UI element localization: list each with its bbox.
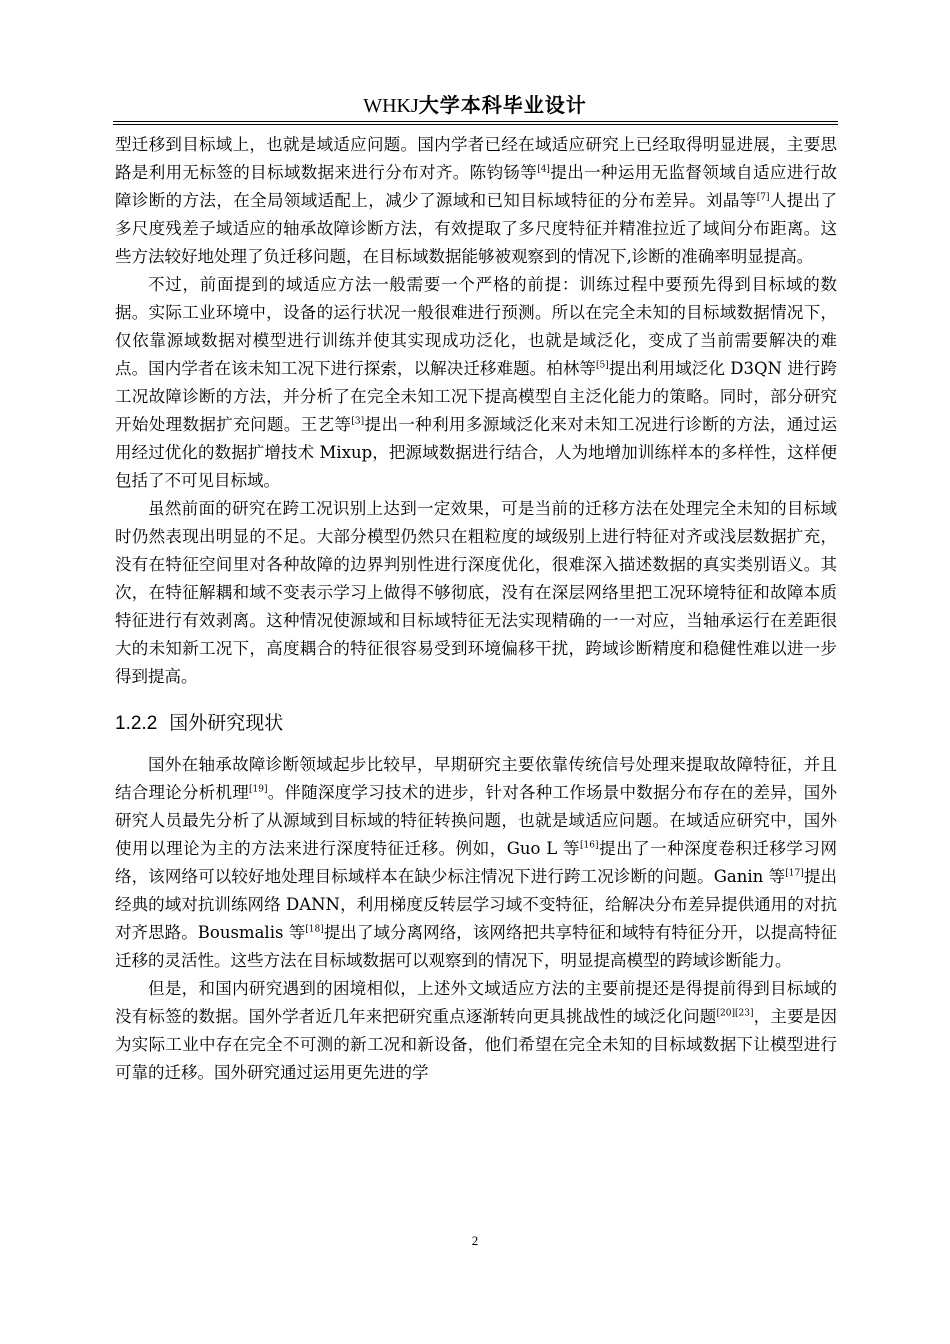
header-title-latin: WHKJ xyxy=(363,95,419,117)
document-body xyxy=(115,131,837,1087)
paragraph-text: 提出一种运用无监督领域自适应进行故障诊断的方法，在全局领域适配上，减少了源域和已知目标域特征的分布差异。刘晶等 xyxy=(115,163,838,210)
citation-ref: [7] xyxy=(756,192,770,203)
page-header xyxy=(0,92,950,119)
citation-ref: [18] xyxy=(305,924,324,935)
section-number: 1.2.2 xyxy=(115,713,158,734)
paragraph xyxy=(115,975,837,1087)
paragraph-text: 提出经典的域对抗训练网络 DANN，利用梯度反转层学习域不变特征，给解决分布差异提供通用的对抗对齐思路。Bousmalis 等 xyxy=(115,867,838,942)
paragraph-text: 型迁移到目标域上，也就是域适应问题。国内学者已经在域适应研究上已经取得明显进展，主要思路是利用无标签的目标域数据来进行分布对齐。陈钧钖等 xyxy=(115,135,837,182)
paragraph-text: 。伴随深度学习技术的进步，针对各种工作场景中数据分布存在的差异，国外研究人员最先分析了从源域到目标域的特征转换问题，也就是域适应问题。在域适应研究中，国外使用以理论为主的方法来进行深度特征迁移。例如，Guo L 等 xyxy=(115,783,838,858)
paragraph-text: 提出一种利用多源域泛化来对未知工况进行诊断的方法，通过运用经过优化的数据扩增技术 Mixup，把源域数据进行结合，人为地增加训练样本的多样性，这样便包括了不可见目标域。 xyxy=(115,415,838,490)
citation-ref: [17] xyxy=(785,868,804,879)
citation-ref: [5] xyxy=(596,360,609,371)
header-title-cn: 大学本科毕业设计 xyxy=(418,93,587,117)
paragraph-text: 提出利用域泛化 D3QN 进行跨工况故障诊断的方法，并分析了在完全未知工况下提高模型自主泛化能力的策略。同时，部分研究开始处理数据扩充问题。王艺等 xyxy=(115,359,838,434)
paragraph-text: 提出了域分离网络，该网络把共享特征和域特有特征分开，以提高特征迁移的灵活性。这些方法在目标域数据可以观察到的情况下，明显提高模型的跨域诊断能力。 xyxy=(115,923,838,970)
citation-ref: [19] xyxy=(249,784,268,795)
citation-ref: [3] xyxy=(351,416,365,427)
section-heading xyxy=(115,706,837,741)
paragraph xyxy=(115,495,837,691)
paragraph xyxy=(115,131,837,271)
citation-ref: [16] xyxy=(580,840,599,851)
paragraph-text: 人提出了多尺度残差子域适应的轴承故障诊断方法，有效提取了多尺度特征并精准拉近了域间分布距离。这些方法较好地处理了负迁移问题，在目标域数据能够被观察到的情况下,诊断的准确率明显提高。 xyxy=(115,191,838,266)
citation-ref: [4] xyxy=(537,164,550,175)
paragraph-text: 国外在轴承故障诊断领域起步比较早，早期研究主要依靠传统信号处理来提取故障特征，并且结合理论分析机理 xyxy=(115,755,837,802)
paragraph-text: 不过，前面提到的域适应方法一般需要一个严格的前提：训练过程中要预先得到目标域的数据。实际工业环境中，设备的运行状况一般很难进行预测。所以在完全未知的目标域数据情况下，仅依靠源域数据对模型进行训练并使其实现成功泛化，也就是域泛化，变成了当前需要解决的难点。国内学者在该未知工况下进行探索，以解决迁移难题。柏林等 xyxy=(115,275,837,378)
paragraph-text: ，主要是因为实际工业中存在完全不可测的新工况和新设备，他们希望在完全未知的目标域数据下让模型进行可靠的迁移。国外研究通过运用更先进的学 xyxy=(115,1007,838,1082)
header-rule-bottom xyxy=(113,124,838,125)
paragraph-text: 但是，和国内研究遇到的困境相似，上述外文域适应方法的主要前提还是得提前得到目标域的没有标签的数据。国外学者近几年来把研究重点逐渐转向更具挑战性的域泛化问题 xyxy=(115,979,837,1026)
citation-ref: [20][23] xyxy=(716,1008,754,1019)
paragraph xyxy=(115,751,837,975)
header-rule-top xyxy=(113,121,838,122)
page-number: 2 xyxy=(471,1233,479,1248)
paragraph xyxy=(115,271,837,495)
section-title: 国外研究现状 xyxy=(169,712,284,734)
paragraph-text: 提出了一种深度卷积迁移学习网络，该网络可以较好地处理目标域样本在缺少标注情况下进行跨工况诊断的问题。Ganin 等 xyxy=(115,839,837,886)
paragraph-text: 虽然前面的研究在跨工况识别上达到一定效果，可是当前的迁移方法在处理完全未知的目标域时仍然表现出明显的不足。大部分模型仍然只在粗粒度的域级别上进行特征对齐或浅层数据扩充，没有在特征空间里对各种故障的边界判别性进行深度优化，很难深入描述数据的真实类别语义。其次，在特征解耦和域不变表示学习上做得不够彻底，没有在深层网络里把工况环境特征和故障本质特征进行有效剥离。这种情况使源域和目标域特征无法实现精确的一一对应，当轴承运行在差距很大的未知新工况下，高度耦合的特征很容易受到环境偏移干扰，跨域诊断精度和稳健性难以进一步得到提高。 xyxy=(115,499,837,686)
